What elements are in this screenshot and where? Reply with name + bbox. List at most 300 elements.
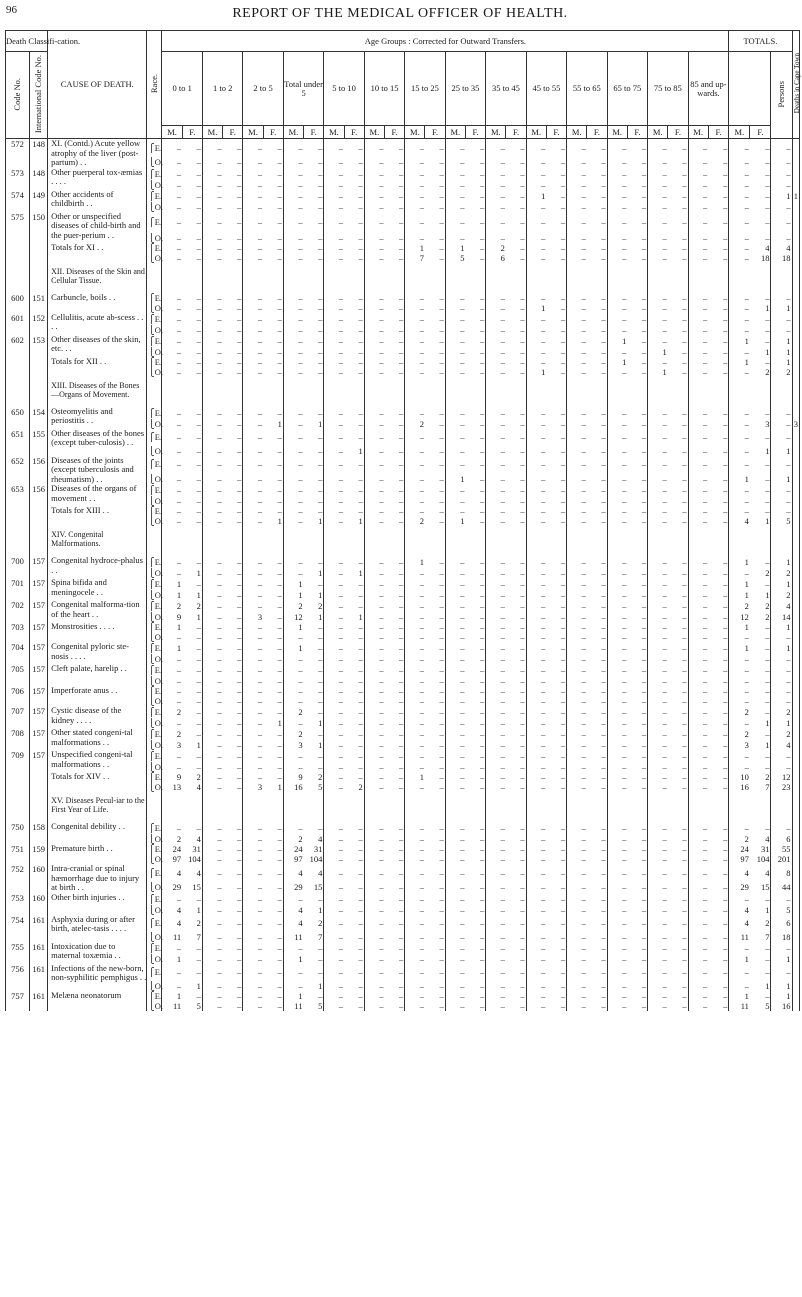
code-cell: 601 xyxy=(6,313,30,335)
value-cell: – xyxy=(176,568,182,578)
value-cell: – xyxy=(750,654,771,664)
value-cell: – xyxy=(263,303,283,313)
value-cell: – xyxy=(419,751,424,761)
value-cell: – xyxy=(627,407,647,419)
value-cell: 1 xyxy=(419,772,424,782)
value-cell: – xyxy=(708,139,729,157)
value-cell: – xyxy=(298,142,303,153)
value-cell: – xyxy=(546,728,566,740)
value-cell: – xyxy=(425,622,445,632)
value-cell: – xyxy=(465,578,485,590)
value-cell xyxy=(162,792,182,822)
value-cell: – xyxy=(298,407,303,418)
table-row xyxy=(6,893,800,905)
value-cell: – xyxy=(460,740,465,750)
value-cell: – xyxy=(750,893,771,905)
value-cell: – xyxy=(257,696,263,706)
value-cell xyxy=(792,446,799,456)
value-cell: – xyxy=(622,579,627,589)
value-cell: – xyxy=(581,485,586,495)
value-cell: – xyxy=(182,419,202,429)
value-cell: – xyxy=(425,303,445,313)
value-cell: – xyxy=(217,632,222,642)
value-cell: – xyxy=(581,751,586,761)
value-cell xyxy=(627,526,647,556)
value-cell: – xyxy=(304,822,324,834)
value-cell: – xyxy=(581,632,586,642)
value-cell: – xyxy=(622,516,627,526)
value-cell: – xyxy=(419,459,424,470)
value-cell: – xyxy=(668,578,688,590)
value-cell: – xyxy=(304,212,324,233)
value-cell: – xyxy=(176,217,182,227)
value-cell: – xyxy=(581,324,586,335)
value-cell: – xyxy=(379,762,384,772)
value-cell xyxy=(668,792,688,822)
value-cell: – xyxy=(662,302,667,313)
value-cell: – xyxy=(703,579,708,589)
value-cell: – xyxy=(587,964,607,981)
value-cell: – xyxy=(668,253,688,263)
value-cell xyxy=(283,377,303,407)
value-cell: – xyxy=(744,496,749,506)
race-label: ⎩O. xyxy=(148,762,164,772)
value-cell: – xyxy=(500,654,505,664)
value-cell: – xyxy=(182,954,202,964)
value-cell: 2 xyxy=(304,600,324,612)
value-cell: – xyxy=(344,347,364,357)
value-cell: – xyxy=(217,782,222,792)
value-cell: – xyxy=(182,180,202,190)
value-cell: – xyxy=(668,664,688,676)
value-cell: – xyxy=(298,168,303,179)
value-cell xyxy=(627,263,647,293)
value-cell: – xyxy=(744,568,749,578)
value-cell: – xyxy=(223,954,243,964)
value-cell: – xyxy=(460,696,465,706)
value-cell xyxy=(385,526,405,556)
race-label: ⎧E. xyxy=(147,864,162,882)
cause-cell: Other diseases of the bones (except tuber-culosis) . . xyxy=(48,429,147,456)
value-cell: 5 xyxy=(771,516,792,526)
value-cell: – xyxy=(257,407,263,418)
value-cell: 1 xyxy=(344,612,364,622)
value-cell: – xyxy=(385,212,405,233)
value-cell: – xyxy=(668,429,688,446)
value-cell: – xyxy=(263,367,283,377)
value-cell: 23 xyxy=(771,782,792,792)
value-cell: – xyxy=(385,139,405,157)
value-cell: – xyxy=(419,718,424,728)
value-cell: – xyxy=(750,190,771,202)
value-cell xyxy=(526,526,546,556)
value-cell: 11 xyxy=(294,931,303,942)
value-cell: – xyxy=(217,557,222,567)
value-cell: – xyxy=(587,516,607,526)
value-cell xyxy=(792,168,799,180)
value-cell: – xyxy=(541,762,546,772)
value-cell: – xyxy=(460,990,465,1001)
race-label: ⎩O. xyxy=(148,516,164,526)
value-cell: – xyxy=(622,953,627,964)
value-cell: – xyxy=(385,419,405,429)
value-cell: – xyxy=(385,864,405,882)
value-cell: – xyxy=(460,643,465,653)
race-label: ⎩O. xyxy=(148,953,164,964)
value-cell: – xyxy=(506,484,526,496)
value-cell: – xyxy=(627,484,647,496)
value-cell: – xyxy=(506,243,526,253)
value-cell: – xyxy=(385,456,405,474)
value-cell: 1 xyxy=(662,366,667,377)
table-row xyxy=(6,190,800,202)
value-cell: – xyxy=(703,418,708,429)
value-cell: – xyxy=(541,217,546,227)
cause-cell: Totals for XII . . xyxy=(48,357,147,377)
value-cell: – xyxy=(546,942,566,954)
value-cell: – xyxy=(541,252,546,263)
intl-code-cell: 157 xyxy=(30,664,48,686)
value-cell: – xyxy=(541,953,546,964)
intl-code-cell: 157 xyxy=(30,578,48,600)
race-label: ⎩O. xyxy=(148,157,164,168)
value-cell: – xyxy=(703,854,708,864)
value-cell: – xyxy=(425,600,445,612)
value-cell: – xyxy=(703,459,708,470)
value-cell: – xyxy=(500,516,505,526)
value-cell: – xyxy=(587,706,607,718)
value-cell: – xyxy=(217,459,222,470)
value-cell: – xyxy=(176,676,182,686)
value-cell: – xyxy=(223,367,243,377)
value-cell: – xyxy=(662,242,667,253)
intl-code-cell xyxy=(30,772,48,792)
value-cell: – xyxy=(627,357,647,367)
value-cell: – xyxy=(627,696,647,706)
code-cell: 653 xyxy=(6,484,30,506)
value-cell: – xyxy=(304,303,324,313)
value-cell: – xyxy=(500,302,505,313)
value-cell: – xyxy=(506,473,526,484)
value-cell: – xyxy=(263,556,283,568)
value-cell: – xyxy=(176,516,182,526)
value-cell: – xyxy=(385,612,405,622)
value-cell: 3 xyxy=(257,612,263,622)
race-label: ⎧E. xyxy=(147,456,162,474)
value-cell: 1 xyxy=(304,981,324,991)
value-cell: – xyxy=(668,893,688,905)
value-cell: – xyxy=(385,157,405,168)
value-cell xyxy=(792,822,799,834)
value-cell: – xyxy=(338,707,344,717)
value-cell: – xyxy=(223,600,243,612)
value-cell: – xyxy=(223,303,243,313)
value-cell: – xyxy=(703,772,708,782)
value-cell: – xyxy=(465,686,485,696)
value-cell: – xyxy=(460,893,465,904)
value-cell: – xyxy=(460,654,465,664)
value-cell: – xyxy=(425,325,445,335)
value-cell: – xyxy=(500,729,505,739)
value-cell: – xyxy=(662,751,667,761)
value-cell: – xyxy=(176,823,182,833)
value-cell: 7 xyxy=(419,252,424,263)
value-cell: – xyxy=(465,367,485,377)
value-cell: – xyxy=(338,612,344,622)
value-cell: – xyxy=(460,953,465,964)
value-cell: – xyxy=(263,740,283,750)
value-cell: – xyxy=(500,407,505,418)
value-cell: – xyxy=(385,728,405,740)
table-row xyxy=(6,407,800,419)
value-cell: – xyxy=(425,590,445,600)
value-cell: – xyxy=(587,456,607,474)
value-cell: 1 xyxy=(182,590,202,600)
value-cell: – xyxy=(587,446,607,456)
value-cell: – xyxy=(338,782,344,792)
value-cell: – xyxy=(344,981,364,991)
value-cell: – xyxy=(750,496,771,506)
value-cell: – xyxy=(750,456,771,474)
value-cell: – xyxy=(223,335,243,347)
value-cell: – xyxy=(587,429,607,446)
value-cell: – xyxy=(506,168,526,180)
value-cell: – xyxy=(541,516,546,526)
cause-cell: Imperforate anus . . xyxy=(48,686,147,706)
value-cell: – xyxy=(379,676,384,686)
value-cell: – xyxy=(541,324,546,335)
value-cell: – xyxy=(385,942,405,954)
value-cell: – xyxy=(176,302,182,313)
m-header: M. xyxy=(567,126,587,139)
value-cell: – xyxy=(708,782,729,792)
value-cell xyxy=(792,706,799,718)
value-cell: – xyxy=(668,600,688,612)
value-cell: – xyxy=(465,202,485,212)
value-cell: – xyxy=(627,456,647,474)
value-cell: – xyxy=(744,696,749,706)
value-cell: – xyxy=(627,750,647,762)
value-cell: – xyxy=(587,590,607,600)
value-cell: – xyxy=(298,313,303,324)
value-cell: – xyxy=(263,854,283,864)
value-cell: – xyxy=(581,292,586,303)
value-cell: – xyxy=(263,991,283,1001)
value-cell: – xyxy=(344,642,364,654)
value-cell: – xyxy=(500,356,505,367)
value-cell: – xyxy=(379,696,384,706)
value-cell: 31 xyxy=(182,844,202,854)
value-cell: 11 xyxy=(172,1000,182,1011)
value-cell xyxy=(445,526,465,556)
value-cell: – xyxy=(257,568,263,578)
value-cell: – xyxy=(304,578,324,590)
value-cell: – xyxy=(546,139,566,157)
value-cell: – xyxy=(546,676,566,686)
value-cell: – xyxy=(500,346,505,357)
value-cell: – xyxy=(257,292,263,303)
value-cell: – xyxy=(581,242,586,253)
value-cell: – xyxy=(581,179,586,190)
value-cell: 1 xyxy=(744,953,749,964)
value-cell: – xyxy=(581,729,586,739)
value-cell: – xyxy=(668,139,688,157)
race-label: ⎧E. xyxy=(148,168,163,179)
value-cell: – xyxy=(257,459,263,470)
section-heading-text: XII. Diseases of the Skin and Cellular Tissue. xyxy=(51,266,145,285)
value-cell: – xyxy=(506,718,526,728)
value-cell: – xyxy=(465,676,485,686)
value-cell: – xyxy=(668,496,688,506)
value-cell: – xyxy=(257,366,263,377)
value-cell: – xyxy=(500,676,505,686)
value-cell: – xyxy=(385,854,405,864)
value-cell: – xyxy=(581,718,586,728)
value-cell: – xyxy=(771,822,792,834)
value-cell: – xyxy=(587,772,607,782)
value-cell: – xyxy=(379,632,384,642)
value-cell: – xyxy=(379,557,384,567)
value-cell xyxy=(364,263,384,293)
value-cell: – xyxy=(668,954,688,964)
value-cell: – xyxy=(708,1001,729,1011)
value-cell: – xyxy=(379,844,384,854)
value-cell: – xyxy=(223,496,243,506)
value-cell: – xyxy=(385,325,405,335)
value-cell: – xyxy=(668,991,688,1001)
value-cell: 18 xyxy=(750,253,771,263)
value-cell: – xyxy=(500,953,505,964)
value-cell: 4 xyxy=(176,904,182,915)
cause-cell: Diseases of the joints (except tuberculosis and rheumatism) . . xyxy=(48,456,147,485)
value-cell: – xyxy=(257,643,263,653)
table-row xyxy=(6,750,800,762)
value-cell: 1 xyxy=(176,643,182,653)
value-cell: – xyxy=(744,967,749,977)
value-cell: – xyxy=(622,496,627,506)
value-cell: – xyxy=(500,496,505,506)
value-cell: – xyxy=(744,407,749,418)
value-cell: – xyxy=(506,905,526,915)
value-cell: – xyxy=(263,942,283,954)
race-label: ⎧E. xyxy=(147,964,162,981)
value-cell: – xyxy=(263,762,283,772)
value-cell: – xyxy=(385,686,405,696)
value-cell: – xyxy=(506,642,526,654)
value-cell: – xyxy=(703,953,708,964)
value-cell: – xyxy=(182,632,202,642)
value-cell: 4 xyxy=(298,867,303,878)
value-cell xyxy=(587,377,607,407)
value-cell: – xyxy=(750,325,771,335)
value-cell: – xyxy=(338,292,344,303)
value-cell: – xyxy=(546,293,566,303)
value-cell xyxy=(792,367,799,377)
value-cell: – xyxy=(223,233,243,243)
value-cell: – xyxy=(708,578,729,590)
value-cell: – xyxy=(500,918,505,928)
value-cell: – xyxy=(622,407,627,418)
table-row xyxy=(6,664,800,676)
value-cell: – xyxy=(587,991,607,1001)
value-cell: – xyxy=(668,347,688,357)
value-cell: – xyxy=(627,590,647,600)
value-cell: – xyxy=(385,293,405,303)
value-cell: – xyxy=(627,664,647,676)
value-cell: – xyxy=(223,212,243,233)
value-cell: – xyxy=(465,822,485,834)
value-cell: – xyxy=(176,346,182,357)
value-cell: – xyxy=(176,485,182,495)
value-cell: – xyxy=(379,590,384,600)
value-cell: 1 xyxy=(460,242,465,253)
value-cell: – xyxy=(662,686,667,696)
value-cell: – xyxy=(703,445,708,456)
value-cell: – xyxy=(662,823,667,833)
value-cell: – xyxy=(182,325,202,335)
value-cell: – xyxy=(500,707,505,717)
m-header: M. xyxy=(648,126,668,139)
value-cell: – xyxy=(627,728,647,740)
value-cell: – xyxy=(298,632,303,642)
value-cell: – xyxy=(223,981,243,991)
value-cell: 5 xyxy=(304,1001,324,1011)
value-cell: – xyxy=(385,642,405,654)
value-cell: – xyxy=(708,180,729,190)
table-row xyxy=(6,506,800,516)
value-cell: – xyxy=(176,473,182,484)
value-cell: – xyxy=(708,664,729,676)
value-cell: – xyxy=(263,335,283,347)
value-cell xyxy=(792,686,799,696)
m-header: M. xyxy=(243,126,263,139)
value-cell xyxy=(792,313,799,325)
value-cell: – xyxy=(541,990,546,1001)
value-cell: – xyxy=(263,750,283,762)
value-cell: – xyxy=(182,313,202,325)
value-cell: – xyxy=(379,445,384,456)
race-cell xyxy=(147,526,162,556)
race-label: ⎧E. xyxy=(148,335,163,346)
value-cell: – xyxy=(708,496,729,506)
value-cell: – xyxy=(668,864,688,882)
value-cell xyxy=(263,526,283,556)
value-cell: – xyxy=(385,180,405,190)
value-cell: – xyxy=(750,168,771,180)
value-cell: – xyxy=(546,180,566,190)
value-cell: – xyxy=(581,1000,586,1011)
value-cell: – xyxy=(506,456,526,474)
value-cell: – xyxy=(668,905,688,915)
race-label: ⎩O. xyxy=(148,1000,164,1011)
value-cell: – xyxy=(627,202,647,212)
value-cell: – xyxy=(703,217,708,227)
value-cell: – xyxy=(217,217,222,227)
value-cell: – xyxy=(465,991,485,1001)
value-cell xyxy=(792,263,799,293)
value-cell: – xyxy=(744,157,749,168)
value-cell: 1 xyxy=(263,782,283,792)
value-cell xyxy=(668,263,688,293)
intl-code-cell: 161 xyxy=(30,991,48,1011)
cause-cell: Congenital malforma-tion of the heart . . xyxy=(48,600,147,622)
value-cell: – xyxy=(581,762,586,772)
value-cell: – xyxy=(176,407,182,418)
value-cell: 4 xyxy=(298,918,303,928)
value-cell: – xyxy=(379,516,384,526)
value-cell: – xyxy=(581,854,586,864)
value-cell: – xyxy=(304,253,324,263)
